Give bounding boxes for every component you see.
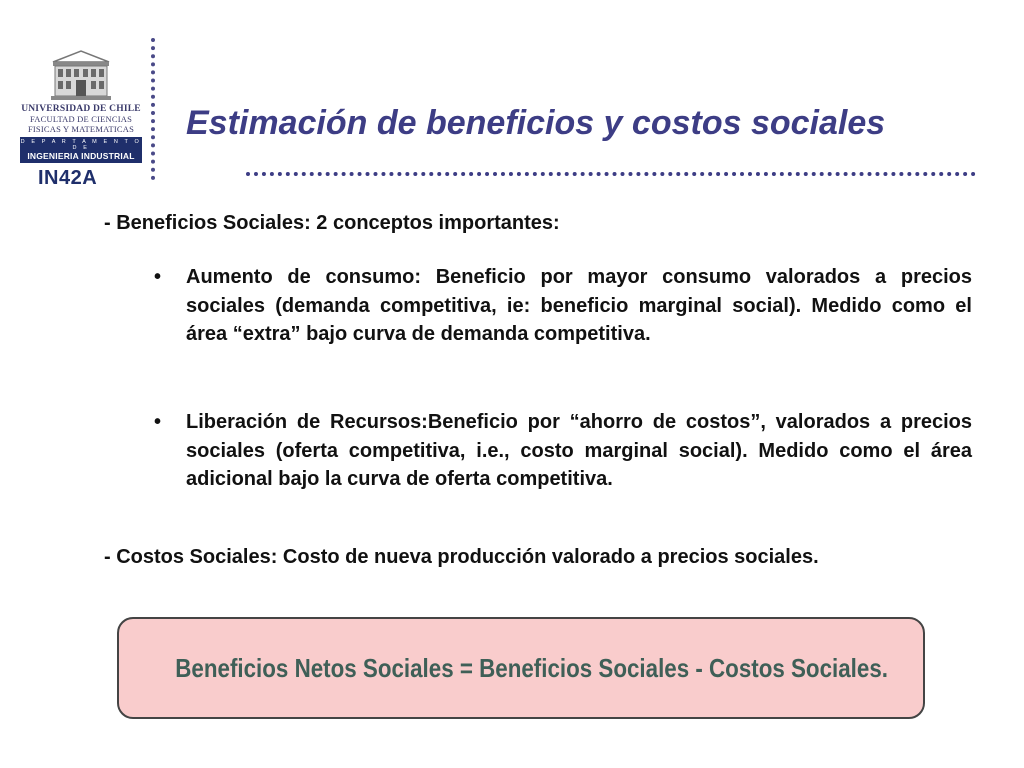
bullet-dot: •: [154, 266, 162, 288]
logo-university: UNIVERSIDAD DE CHILE: [21, 104, 141, 114]
course-code: IN42A: [38, 167, 98, 189]
logo-department-label: D E P A R T A M E N T O D E: [20, 139, 142, 151]
vertical-dotted-divider: [151, 38, 155, 180]
social-costs-line: - Costos Sociales: Costo de nueva producción valorado a precios sociales.: [104, 546, 819, 568]
logo-faculty-line1: FACULTAD DE CIENCIAS: [29, 114, 133, 124]
bullet-item-consumption: [154, 263, 972, 349]
bullet-text: Liberación de Recursos:Beneficio por “ahorro de costos”, valorados a precios sociales (oferta competitiva, i.e., costo marginal social). Medido como el área adicional bajo la curva de oferta competitiva.: [186, 411, 972, 490]
net-benefits-formula: Beneficios Netos Sociales = Beneficios Sociales - Costos Sociales.: [175, 653, 888, 683]
bullet-dot: •: [154, 411, 162, 433]
bullet-text: Aumento de consumo: Beneficio por mayor consumo valorados a precios sociales (demanda competitiva, ie: beneficio marginal social). Medido como el área “extra” bajo curva de demanda competitiva.: [186, 266, 972, 345]
benefits-intro: - Beneficios Sociales: 2 conceptos importantes:: [104, 212, 560, 234]
department-bar: [20, 137, 142, 163]
slide-title: Estimación de beneficios y costos sociales: [186, 104, 886, 142]
university-logo: [20, 48, 142, 163]
title-dotted-underline: [246, 172, 976, 176]
logo-department: INGENIERIA INDUSTRIAL: [27, 151, 135, 161]
net-benefits-box: [117, 617, 925, 719]
logo-faculty-line2: FISICAS Y MATEMATICAS: [27, 124, 135, 134]
building-icon: [49, 48, 113, 102]
bullet-item-resources: [154, 408, 972, 494]
